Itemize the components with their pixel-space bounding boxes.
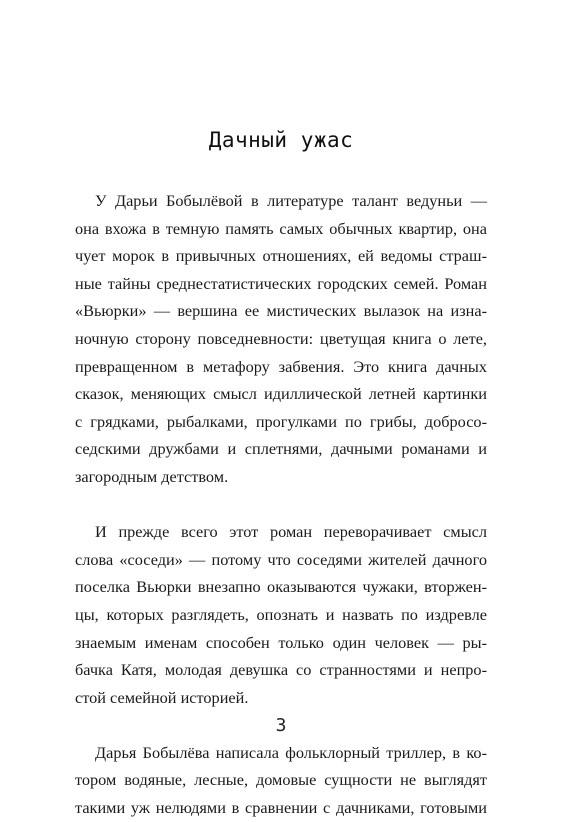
- text-line: бачка Катя, молодая девушка со странностями и непро-: [75, 660, 487, 680]
- text-line: знаемым именам способен только один человек — ры-: [75, 632, 487, 652]
- text-line: седскими дружбами и сплетнями, дачными романами и: [75, 439, 487, 459]
- text-line: она вхожа в темную память самых обычных квартир, она: [75, 218, 487, 238]
- paragraph-2: [75, 518, 487, 711]
- text-line: ночную сторону повседневности: цветущая книга о лете,: [75, 328, 487, 348]
- paragraph-1: [75, 187, 487, 491]
- text-line: превращенном в метафору забвения. Это книга дачных: [75, 356, 487, 376]
- text-line: загородным детством.: [75, 466, 229, 486]
- text-line: цы, которых разглядеть, опознать и назвать по издревле: [75, 604, 487, 624]
- text-line: тором водяные, лесные, домовые сущности не выглядят: [75, 770, 487, 790]
- text-line: стой семейной историей.: [75, 687, 249, 707]
- text-line: такими уж нелюдями в сравнении с дачниками, готовыми: [75, 798, 487, 818]
- text-line: У Дарьи Бобылёвой в литературе талант ведуньи —: [95, 191, 487, 210]
- chapter-title: Дачный ужас: [208, 128, 354, 152]
- text-line: слова «соседи» — потому что соседями жителей дачного: [75, 549, 487, 569]
- text-line: ные тайны среднестатистических городских семей. Роман: [75, 273, 487, 293]
- text-line: чует морок в привычных отношениях, ей ведомы страш-: [75, 246, 487, 266]
- text-line: с грядками, рыбалками, прогулками по грибы, добросо-: [75, 411, 487, 431]
- text-line: поселка Вьюрки внезапно оказываются чужаки, вторжен-: [75, 577, 487, 597]
- text-line: И прежде всего этот роман переворачивает смысл: [95, 522, 487, 542]
- text-line: «Вьюрки» — вершина ее мистических вылазок на изна-: [75, 301, 487, 321]
- text-line: Дарья Бобылёва написала фольклорный триллер, в ко-: [95, 742, 487, 762]
- text-line: сказок, меняющих смысл идиллической летней картинки: [75, 384, 487, 404]
- paragraph-3: [75, 739, 487, 822]
- paragraph-gap: [75, 491, 487, 519]
- page-number: 3: [275, 715, 287, 736]
